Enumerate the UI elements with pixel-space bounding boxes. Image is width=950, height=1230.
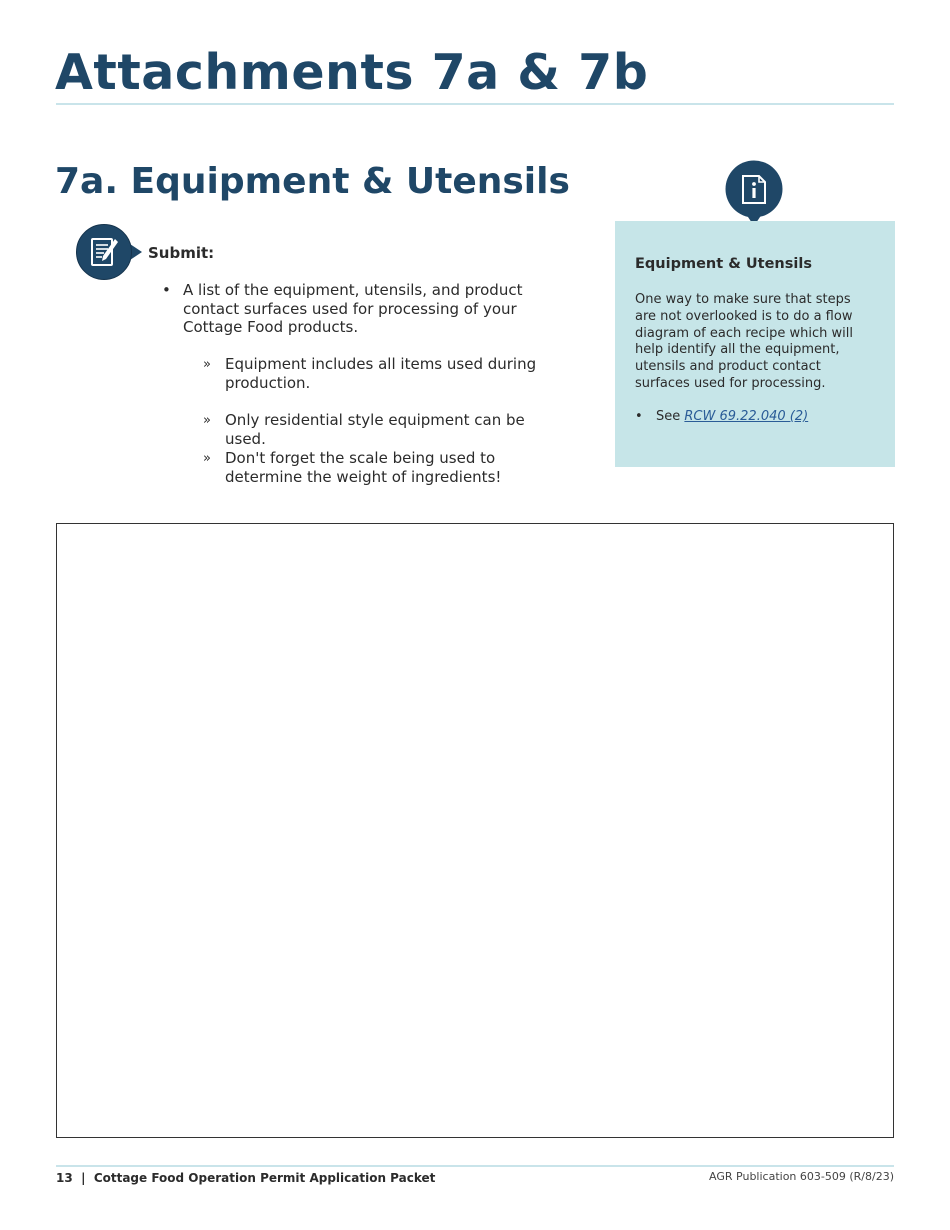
info-see-item	[635, 409, 875, 426]
info-body: One way to make sure that steps are not overlooked is to do a flow diagram of each recipe which will help identify all the equipment, utensils and product contact surfaces used for processing.	[635, 292, 854, 391]
footer-divider	[56, 1165, 894, 1167]
info-see-text	[635, 409, 875, 426]
sub-item-text: Don't forget the scale being used to determine the weight of ingredients!	[225, 449, 502, 486]
info-panel	[615, 221, 895, 467]
bullet-marker: •	[162, 281, 171, 299]
section-title: 7a. Equipment & Utensils	[55, 161, 570, 202]
submit-label: Submit:	[148, 244, 215, 262]
document-pencil-icon	[76, 224, 142, 280]
sub-item-text: Equipment includes all items used during production.	[225, 355, 537, 392]
sub-item-scale	[203, 449, 563, 486]
footer-page-info	[56, 1171, 435, 1185]
sub-item-marker: »	[203, 451, 211, 466]
see-prefix: See	[656, 409, 685, 424]
sub-item-marker: »	[203, 357, 211, 372]
equipment-list-entry-box[interactable]	[56, 523, 894, 1138]
bullet-marker: •	[635, 409, 643, 424]
rcw-link[interactable]: RCW 69.22.040 (2)	[684, 409, 809, 424]
submit-bullet	[162, 281, 532, 337]
sub-item-text: Only residential style equipment can be used.	[225, 411, 525, 448]
submit-bullet-text: A list of the equipment, utensils, and product contact surfaces used for processing of your Cottage Food products.	[183, 281, 523, 336]
footer-separator: |	[81, 1171, 86, 1185]
packet-title: Cottage Food Operation Permit Application Packet	[93, 1171, 436, 1185]
title-divider	[56, 103, 894, 105]
info-document-icon	[725, 160, 783, 228]
publication-number: AGR Publication 603-509 (R/8/23)	[709, 1170, 894, 1183]
sub-item-equipment	[203, 355, 563, 392]
page-title: Attachments 7a & 7b	[55, 44, 649, 101]
sub-item-residential	[203, 411, 563, 448]
page-number: 13	[56, 1171, 73, 1185]
sub-item-marker: »	[203, 413, 211, 428]
info-title: Equipment & Utensils	[635, 256, 812, 272]
